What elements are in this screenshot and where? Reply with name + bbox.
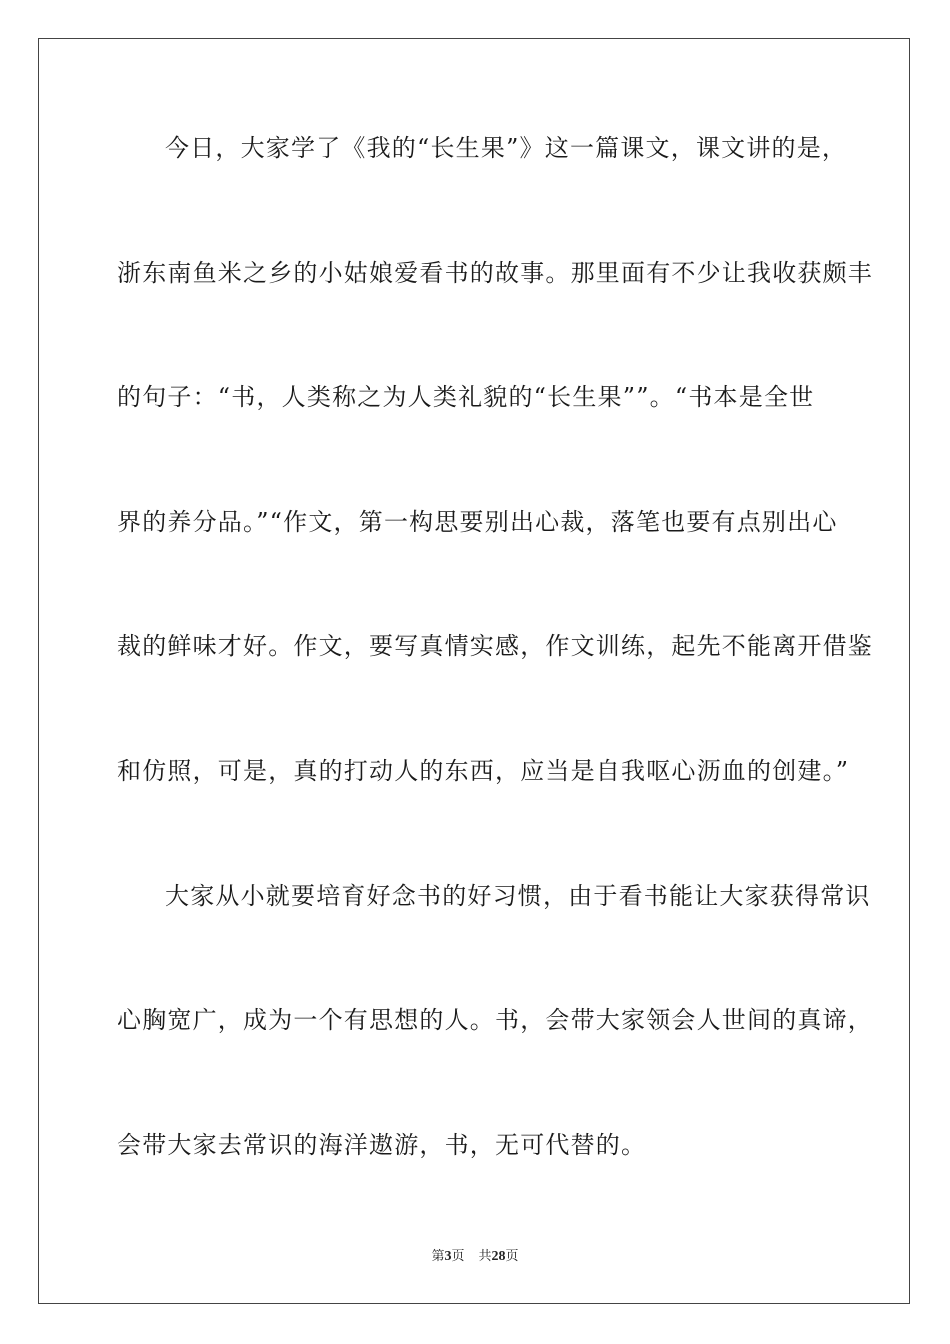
page-suffix: 页 — [451, 1249, 465, 1264]
paragraph-2-line-2: 心胸宽广，成为一个有思想的人。书，会带大家领会人世间的真谛， — [117, 1006, 873, 1035]
paragraph-1-line-5: 裁的鲜味才好。作文，要写真情实感，作文训练，起先不能离开借鉴 — [117, 632, 873, 661]
page-number: 3 — [444, 1249, 452, 1264]
total-pages: 28 — [491, 1249, 506, 1264]
paragraph-1-line-6: 和仿照，可是，真的打动人的东西，应当是自我呕心沥血的创建。” — [117, 756, 850, 785]
paragraph-1-line-1: 今日，大家学了《我的“长生果”》这一篇课文，课文讲的是， — [165, 134, 848, 162]
total-suffix: 页 — [505, 1249, 519, 1264]
page-footer — [0, 1248, 950, 1266]
total-prefix: 共 — [478, 1249, 492, 1264]
paragraph-2-line-1: 大家从小就要培育好念书的好习惯，由于看书能让大家获得常识 — [165, 881, 871, 910]
page-prefix: 第 — [431, 1249, 445, 1264]
paragraph-1-line-2: 浙东南鱼米之乡的小姑娘爱看书的故事。那里面有不少让我收获颇丰 — [117, 258, 873, 287]
paragraph-1-line-3: 的句子：“书，人类称之为人类礼貌的“长生果””。“书本是全世 — [117, 383, 815, 412]
paragraph-1-line-4: 界的养分品。”“作文，第一构思要别出心裁，落笔也要有点别出心 — [117, 507, 838, 536]
document-body — [117, 128, 873, 1249]
paragraph-2-line-3: 会带大家去常识的海洋遨游，书，无可代替的。 — [117, 1130, 647, 1159]
